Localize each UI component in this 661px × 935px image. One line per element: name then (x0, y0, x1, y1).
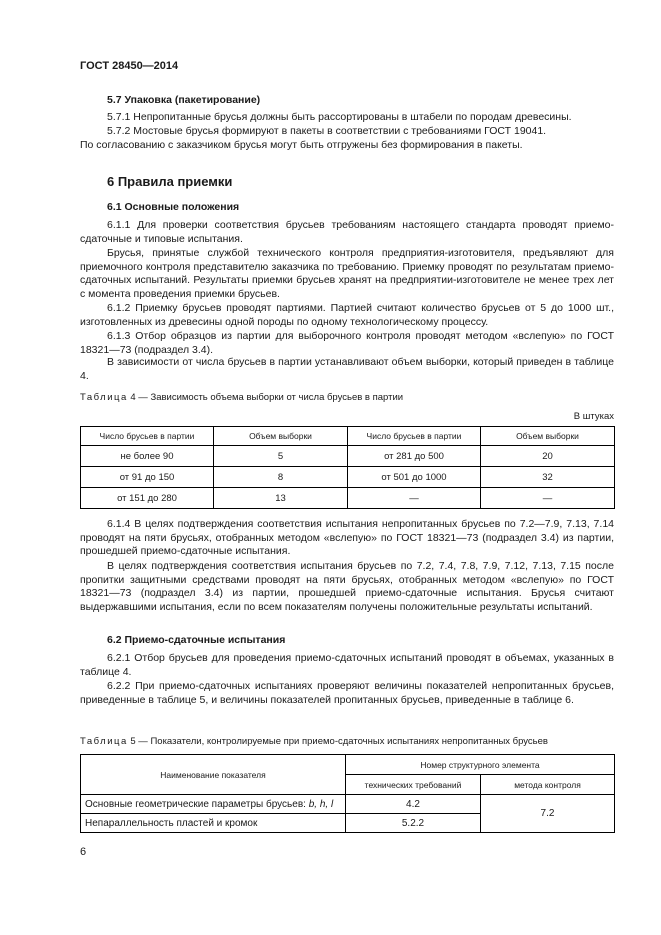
section-6-1-title: 6.1 Основные положения (107, 201, 240, 213)
table-5-header-name: Наименование показателя (81, 755, 346, 795)
table-5-header-group: Номер структурного элемента (346, 755, 615, 775)
table-5-header-method: метода контроля (481, 775, 615, 795)
indicator-name-italic: b, h, l (308, 798, 334, 810)
table-4 (80, 426, 615, 509)
table-5-indicator-name: Непараллельность пластей и кромок (81, 814, 346, 833)
paragraph-6-1-1: 6.1.1 Для проверки соответствия брусьев требованиям настоящего стандарта проводят приемо-сдаточные и типовые испытания. (80, 219, 614, 245)
table-5-header-row (81, 755, 615, 775)
paragraph-6-1-3: 6.1.3 Отбор образцов из партии для выборочного контроля проводят методом «вслепую» по ГОСТ 18321—73 (подраздел 3.4). (80, 330, 614, 356)
table-4-header-cell: Число брусьев в партии (81, 427, 214, 446)
table-cell: — (348, 488, 481, 509)
table-5-indicator-name (81, 795, 346, 814)
section-5-7-title: 5.7 Упаковка (пакетирование) (107, 94, 261, 106)
table-4-caption (80, 392, 403, 403)
table-5-header-requirements: технических требований (346, 775, 481, 795)
table-row (81, 488, 615, 509)
table-4-units: В штуках (573, 411, 614, 422)
section-6-2-title: 6.2 Приемо-сдаточные испытания (107, 634, 286, 646)
paragraph-sample-size: В зависимости от числа брусьев в партии устанавливают объем выборки, который приведен в таблице 4. (80, 356, 614, 382)
table-5 (80, 754, 615, 833)
table-4-header-cell: Число брусьев в партии (348, 427, 481, 446)
paragraph-6-2-1: 6.2.1 Отбор брусьев для проведения приемо-сдаточных испытаний проводят в объемах, указанных в таблице 4. (80, 652, 614, 678)
table-cell: 20 (481, 446, 615, 467)
table-5-requirement-cell: 5.2.2 (346, 814, 481, 833)
table-5-caption-label: Таблица (80, 736, 128, 747)
table-row (81, 446, 615, 467)
table-5-requirement-cell: 4.2 (346, 795, 481, 814)
table-4-header-cell: Объем выборки (214, 427, 348, 446)
paragraph-6-1-2: 6.1.2 Приемку брусьев проводят партиями. Партией считают количество брусьев от 5 до 1000 шт., изготовленных из древесины одной породы по одному технологическому процессу. (80, 302, 614, 328)
page-number: 6 (80, 846, 87, 858)
standard-designation: ГОСТ 28450—2014 (80, 60, 179, 72)
paragraph-5-7-1: 5.7.1 Непропитанные брусья должны быть рассортированы в штабели по породам древесины. (107, 111, 572, 123)
table-cell: 13 (214, 488, 348, 509)
table-cell: 32 (481, 467, 615, 488)
table-row (81, 795, 615, 814)
table-4-caption-label: Таблица (80, 392, 128, 403)
paragraph-5-7-note: По согласованию с заказчиком брусья могут быть отгружены без формирования в пакеты. (80, 139, 523, 151)
paragraph-treated-tests: В целях подтверждения соответствия испытания брусьев по 7.2, 7.4, 7.8, 7.9, 7.12, 7.13, 7.15 после пропитки защитными средствами проводят на пяти брусьях, отобранных методом «вслепую» по ГОСТ 18321—73 (подраздел 3.4) из партии, прошедшей приемо-сдаточные испытания. Брусья считают выдержавшими испытания, если по всем показателям получены положительные результаты испытаний. (80, 560, 614, 613)
table-cell: 5 (214, 446, 348, 467)
table-4-caption-text: 4 — Зависимость объема выборки от числа брусьев в партии (127, 392, 404, 403)
table-4-header-cell: Объем выборки (481, 427, 615, 446)
table-4-header-row (81, 427, 615, 446)
table-cell: от 501 до 1000 (348, 467, 481, 488)
table-5-caption (80, 736, 548, 747)
table-cell: от 151 до 280 (81, 488, 214, 509)
table-row (81, 467, 615, 488)
table-cell: от 91 до 150 (81, 467, 214, 488)
paragraph-6-1-4: 6.1.4 В целях подтверждения соответствия испытания непропитанных брусьев по 7.2—7.9, 7.13, 7.14 проводят на пяти брусьях, отобранных методом «вслепую» по ГОСТ 18321—73 (подраздел 3.4) из партии, прошедшей приемо-сдаточные испытания. (80, 518, 614, 558)
table-5-caption-text: 5 — Показатели, контролируемые при приемо-сдаточных испытаниях непропитанных брусьев (127, 736, 548, 747)
paragraph-6-2-2: 6.2.2 При приемо-сдаточных испытаниях проверяют величины показателей непропитанных брусьев, приведенные в таблице 5, и величины показателей пропитанных брусьев, приведенные в таблице 6. (80, 680, 614, 706)
table-cell: — (481, 488, 615, 509)
table-cell: от 281 до 500 (348, 446, 481, 467)
table-cell: 8 (214, 467, 348, 488)
table-cell: не более 90 (81, 446, 214, 467)
paragraph-acceptance: Брусья, принятые службой технического контроля предприятия-изготовителя, предъявляют для приемочного контроля представителю заказчика по требованию. Приемку проводят по результатам приемо-сдаточных испытаний. Результаты приемки брусьев хранят на предприятии-изготовителе не менее трех лет с момента проведения приемки брусьев. (80, 247, 614, 300)
indicator-name-text: Основные геометрические параметры брусьев: (85, 798, 309, 810)
paragraph-5-7-2: 5.7.2 Мостовые брусья формируют в пакеты в соответствии с требованиями ГОСТ 19041. (107, 125, 547, 137)
section-6-title: 6 Правила приемки (107, 174, 233, 189)
table-5-method-cell: 7.2 (481, 795, 615, 833)
